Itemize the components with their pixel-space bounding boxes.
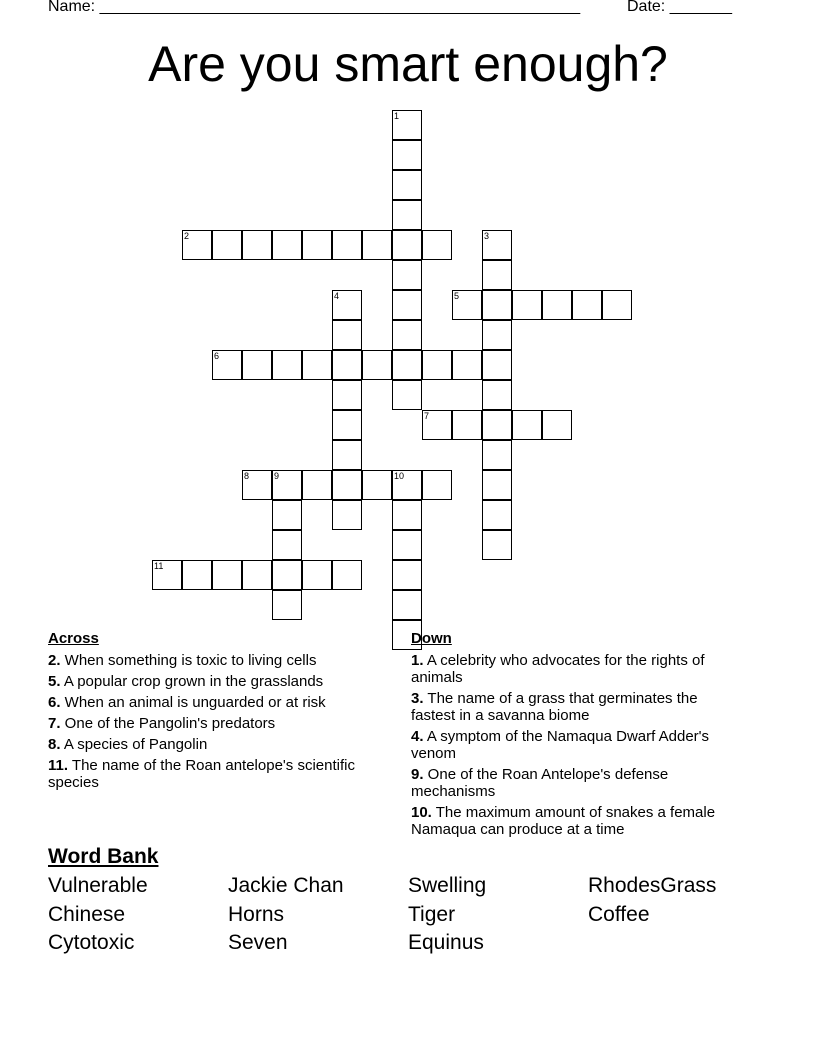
grid-cell[interactable] [392,140,422,170]
clue-number: 8 [244,471,250,481]
word-bank-item: Jackie Chan [228,874,344,897]
clue-number-label: 8. [48,736,61,753]
grid-cell[interactable] [392,320,422,350]
grid-cell[interactable] [242,470,272,500]
grid-cell[interactable] [332,470,362,500]
grid-cell[interactable] [392,110,422,140]
clue-number-label: 10. [411,804,432,821]
name-field-label: Name: ______________________________________________________ [48,0,581,15]
clue-text: When an animal is unguarded or at risk [60,694,326,711]
down-clue-list [411,652,741,838]
grid-cell[interactable] [392,380,422,410]
down-heading: Down [411,630,452,647]
grid-cell[interactable] [302,560,332,590]
grid-cell[interactable] [482,350,512,380]
clue-number: 3 [484,231,490,241]
word-bank-item: RhodesGrass [588,874,717,897]
grid-cell[interactable] [242,350,272,380]
clue-number-label: 9. [411,766,424,783]
grid-cell[interactable] [182,230,212,260]
clue-number-label: 4. [411,728,424,745]
grid-cell[interactable] [482,260,512,290]
grid-cell[interactable] [362,470,392,500]
word-bank-item: Horns [228,902,285,926]
grid-cell[interactable] [572,290,602,320]
grid-cell[interactable] [422,350,452,380]
clue-text: When something is toxic to living cells [60,652,317,669]
clue-text: One of the Pangolin's predators [60,715,276,732]
word-bank-item: Equinus [408,931,484,954]
grid-cell[interactable] [392,560,422,590]
grid-cell[interactable] [272,530,302,560]
word-bank-item: Seven [228,931,288,954]
word-bank-item: Vulnerable [48,874,148,897]
grid-cell[interactable] [182,560,212,590]
grid-cell[interactable] [422,230,452,260]
down-clue [411,728,741,762]
grid-cell[interactable] [512,410,542,440]
grid-cell[interactable] [212,350,242,380]
clue-number: 1 [394,111,400,121]
grid-cell[interactable] [482,230,512,260]
grid-cell[interactable] [362,230,392,260]
down-clue [411,652,741,686]
word-bank-item: Cytotoxic [48,931,135,954]
clue-text: A celebrity who advocates for the rights of animals [411,652,705,686]
across-clue [48,736,378,753]
word-bank-item: Chinese [48,902,126,926]
grid-cell[interactable] [392,200,422,230]
clue-text: The name of a grass that germinates the fastest in a savanna biome [411,690,698,724]
grid-cell[interactable] [332,380,362,410]
grid-cell[interactable] [212,560,242,590]
clue-number-label: 1. [411,652,424,669]
grid-cell[interactable] [332,350,362,380]
grid-cell[interactable] [452,410,482,440]
clue-number: 6 [214,351,220,361]
grid-cell[interactable] [392,470,422,500]
grid-cell[interactable] [302,230,332,260]
clue-text: The maximum amount of snakes a female Namaqua can produce at a time [411,804,716,838]
grid-cell[interactable] [452,350,482,380]
grid-cell[interactable] [482,470,512,500]
grid-cell[interactable] [422,470,452,500]
grid-cell[interactable] [392,350,422,380]
clue-number: 10 [394,471,405,481]
word-bank-item: Coffee [588,902,650,926]
word-bank-heading: Word Bank [48,845,159,868]
grid-cell[interactable] [332,500,362,530]
grid-cell[interactable] [422,410,452,440]
grid-cell[interactable] [302,350,332,380]
down-clue [411,804,741,838]
grid-cell[interactable] [332,230,362,260]
grid-cell[interactable] [512,290,542,320]
grid-cell[interactable] [482,380,512,410]
grid-cell[interactable] [482,530,512,560]
grid-cell[interactable] [332,410,362,440]
date-field-label: Date: _______ [627,0,732,15]
grid-cell[interactable] [542,290,572,320]
down-clue [411,766,741,800]
grid-cell[interactable] [332,440,362,470]
word-bank-item: Swelling [408,874,487,897]
clue-number-label: 2. [48,652,61,669]
grid-cell[interactable] [212,230,242,260]
clue-text: A popular crop grown in the grasslands [60,673,324,690]
across-clue-list [48,652,378,791]
clue-number: 9 [274,471,280,481]
grid-cell[interactable] [482,320,512,350]
grid-cell[interactable] [482,410,512,440]
word-bank-item: Tiger [408,902,456,926]
grid-cell[interactable] [272,470,302,500]
across-clue [48,694,378,711]
grid-cell[interactable] [392,500,422,530]
down-clues [411,630,741,842]
grid-cell[interactable] [392,170,422,200]
clue-number-label: 6. [48,694,61,711]
page-title: Are you smart enough? [148,36,668,92]
grid-cell[interactable] [392,260,422,290]
grid-cell[interactable] [302,470,332,500]
across-clue [48,652,378,669]
grid-cell[interactable] [272,590,302,620]
grid-cell[interactable] [392,530,422,560]
across-heading: Across [48,630,99,647]
grid-cell[interactable] [272,500,302,530]
down-clue [411,690,741,724]
across-clue [48,757,378,791]
clue-number: 5 [454,291,460,301]
across-clue [48,673,378,690]
grid-cell[interactable] [392,230,422,260]
grid-cell[interactable] [452,290,482,320]
clue-number: 11 [154,561,164,571]
grid-cell[interactable] [482,290,512,320]
clue-number: 4 [334,291,340,301]
clue-number-label: 5. [48,673,61,690]
clue-text: One of the Roan Antelope's defense mechanisms [411,766,669,800]
grid-cell[interactable] [482,500,512,530]
clue-text: A symptom of the Namaqua Dwarf Adder's venom [411,728,710,762]
clue-number: 7 [424,411,430,421]
clue-number-label: 11. [48,757,69,774]
grid-cell[interactable] [542,410,572,440]
grid-cell[interactable] [272,350,302,380]
clue-text: A species of Pangolin [60,736,208,753]
clue-number: 2 [184,231,190,241]
grid-cell[interactable] [332,320,362,350]
clue-number-label: 7. [48,715,61,732]
across-clues [48,630,378,795]
grid-cell[interactable] [242,560,272,590]
grid-cell[interactable] [362,350,392,380]
grid-cell[interactable] [242,230,272,260]
grid-cell[interactable] [482,440,512,470]
clue-number-label: 3. [411,690,424,707]
clue-text: The name of the Roan antelope's scientific species [48,757,355,791]
grid-cell[interactable] [392,290,422,320]
grid-cell[interactable] [392,590,422,620]
across-clue [48,715,378,732]
grid-cell[interactable] [272,230,302,260]
grid-cell[interactable] [272,560,302,590]
grid-cell[interactable] [152,560,182,590]
grid-cell[interactable] [332,560,362,590]
grid-cell[interactable] [602,290,632,320]
grid-cell[interactable] [332,290,362,320]
